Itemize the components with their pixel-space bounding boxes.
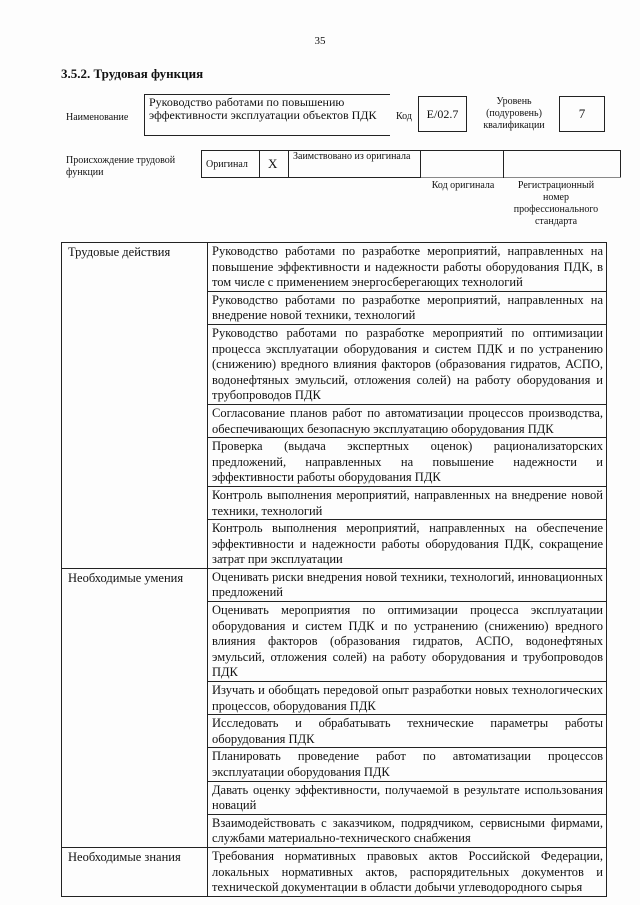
section-title: 3.5.2. Трудовая функция <box>61 66 204 81</box>
table-item: Контроль выполнения мероприятий, направленных на обеспечение эффективности и надежности работы оборудования ПДК, сокращение затрат при эксплуатации <box>208 520 607 569</box>
table-item: Согласование планов работ по автоматизации процессов производства, обеспечивающих безопасную эксплуатацию оборудования ПДК <box>208 404 607 437</box>
code-value: E/02.7 <box>418 96 467 132</box>
name-value: Руководство работами по повышению эффективности эксплуатации объектов ПДК <box>144 94 390 136</box>
origin-divider-3 <box>420 150 421 178</box>
table-item: Оценивать мероприятия по оптимизации процесса эксплуатации оборудования и систем ПДК и по устранению (снижению) вредного влияния факторов (образования гидратов, АСПО, водонефтяных эмульсий, отложения солей) на работу оборудования и трубопроводов ПДК <box>208 602 607 682</box>
table-row <box>62 847 607 896</box>
table-item: Руководство работами по разработке мероприятий, направленных на внедрение новой техники, технологий <box>208 291 607 324</box>
category-cell: Необходимые знания <box>62 847 208 896</box>
table-row <box>62 243 607 292</box>
original-label: Оригинал <box>206 159 248 170</box>
code-original-label: Код оригинала <box>431 180 495 191</box>
table-item: Планировать проведение работ по автоматизации процессов эксплуатации оборудования ПДК <box>208 748 607 781</box>
table-item: Взаимодействовать с заказчиком, подрядчиком, сервисными фирмами, службами материально-технического снабжения <box>208 814 607 847</box>
name-label: Наименование <box>66 112 129 123</box>
table-item: Руководство работами по разработке мероприятий, направленных на повышение эффективности и надежности работы оборудования ПДК, в том числе с применением энергосберегающих технологий <box>208 243 607 292</box>
table-item: Требования нормативных правовых актов Российской Федерации, локальных нормативных актов, распорядительных документов и технической документации в области добычи углеводородного сырья <box>208 847 607 896</box>
level-label: Уровень (подуровень) квалификации <box>483 96 545 131</box>
original-mark: X <box>268 156 278 171</box>
origin-bottom-line-right <box>420 177 621 178</box>
table-item: Проверка (выдача экспертных оценок) рационализаторских предложений, направленных на повышение надежности и эффективности работы оборудования ПДК <box>208 438 607 487</box>
borrowed-label: Заимствовано из оригинала <box>293 151 411 162</box>
table-item: Исследовать и обрабатывать технические параметры работы оборудования ПДК <box>208 715 607 748</box>
reg-number-label: Регистрационный номер профессионального стандарта <box>513 180 599 227</box>
category-cell: Необходимые умения <box>62 568 208 847</box>
table-item: Оценивать риски внедрения новой техники, технологий, инновационных предложений <box>208 568 607 601</box>
table-item: Давать оценку эффективности, получаемой в результате использования новаций <box>208 781 607 814</box>
table-item: Руководство работами по разработке мероприятий по оптимизации процесса эксплуатации оборудования и систем ПДК и по устранению (снижению) вредного влияния факторов (образования гидратов, АСПО, водонефтяных эмульсий, отложения солей) на работу оборудования и трубопроводов ПДК <box>208 324 607 404</box>
table-item: Контроль выполнения мероприятий, направленных на внедрение новой техники, технологий <box>208 486 607 519</box>
code-label: Код <box>396 111 412 122</box>
origin-bottom-line <box>201 177 420 178</box>
origin-label: Происхождение трудовой функции <box>66 155 176 178</box>
category-cell: Трудовые действия <box>62 243 208 569</box>
origin-divider-1 <box>259 150 260 178</box>
origin-divider-2 <box>288 150 289 178</box>
level-value: 7 <box>559 96 605 132</box>
page-number: 35 <box>314 35 326 47</box>
table-row <box>62 568 607 601</box>
labor-function-table <box>61 242 607 897</box>
origin-divider-4 <box>503 150 504 178</box>
table-item: Изучать и обобщать передовой опыт разработки новых технологических процессов, оборудования ПДК <box>208 682 607 715</box>
